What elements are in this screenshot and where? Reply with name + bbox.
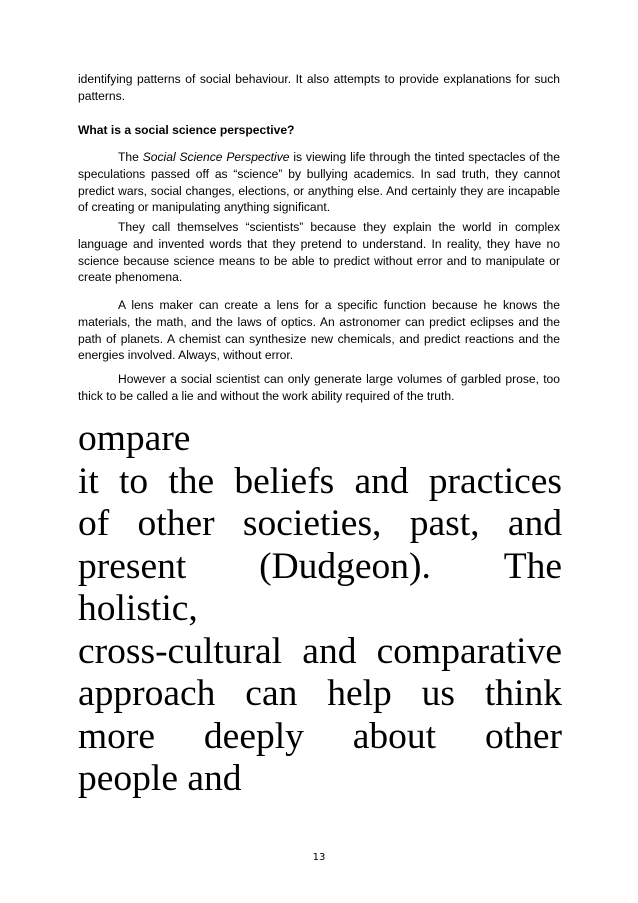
paragraph-intro: identifying patterns of social behaviour. It also attempts to provide explanations for such patterns. [78,72,560,103]
large-word: and [507,503,562,544]
large-text-line-7 [78,673,562,716]
large-text-line-6 [78,631,562,674]
paragraph-2-rest: is viewing life through the tinted spectacles of the speculations passed off as “science” by bullying academics. In sad truth, they cannot predict wars, social changes, elections, or anything else. And certainly they are incapable of creating or manipulating anything significant. [78,150,561,215]
large-text-line-3 [78,503,562,546]
large-word: approach [78,673,216,714]
large-word: can [245,673,298,714]
large-word: past, [409,503,480,544]
large-word: The [503,545,562,587]
large-word: of [78,503,110,544]
large-word: (Dudgeon). [259,545,431,587]
paragraph-2-lead: The [118,150,143,164]
paragraph-scientists: They call themselves “scientists” because they explain the world in complex language and invented words that they pretend to understand. In reality, they have no science because science means to be able to predict without error and to manipulate or create phenomena. [78,220,560,285]
large-text-line-4 [78,546,562,589]
large-word: it [78,460,99,502]
large-word: societies, [242,503,382,544]
large-word: other [484,715,562,757]
large-text-line-5: holistic, [78,588,198,629]
large-text-line-8 [78,716,562,759]
large-word: practices [428,460,562,502]
large-word: about [352,715,437,757]
paragraph-2-italic-term: Social Science Perspective [142,150,290,164]
large-word: help [327,673,392,714]
large-word: us [421,673,456,714]
large-word: more [78,715,156,757]
large-word: beliefs [234,460,335,502]
section-heading: What is a social science perspective? [78,123,295,137]
large-text-line-9: people and [78,758,242,799]
large-word: and [302,630,357,672]
large-word: other [137,503,215,544]
large-word: to [119,460,149,502]
large-word: think [484,673,562,714]
large-text-line-1: ompare [78,418,191,459]
large-word: present [78,545,187,587]
page-number: 13 [312,852,326,863]
large-word: and [354,460,409,502]
paragraph-social-science-perspective [78,149,560,216]
large-word: the [168,460,215,502]
large-word: deeply [203,715,304,757]
large-word: comparative [376,630,562,672]
large-text-block [78,418,562,801]
large-text-line-2 [78,461,562,504]
paragraph-lens-maker: A lens maker can create a lens for a specific function because he knows the materials, the math, and the laws of optics. An astronomer can predict eclipses and the path of planets. A chemist can synthesize new chemicals, and predict reactions and the energies involved. Always, without error. [78,298,560,363]
paragraph-garbled-prose: However a social scientist can only generate large volumes of garbled prose, too thick to be called a lie and without the work ability required of the truth. [78,372,560,403]
large-word: cross-cultural [78,630,283,672]
